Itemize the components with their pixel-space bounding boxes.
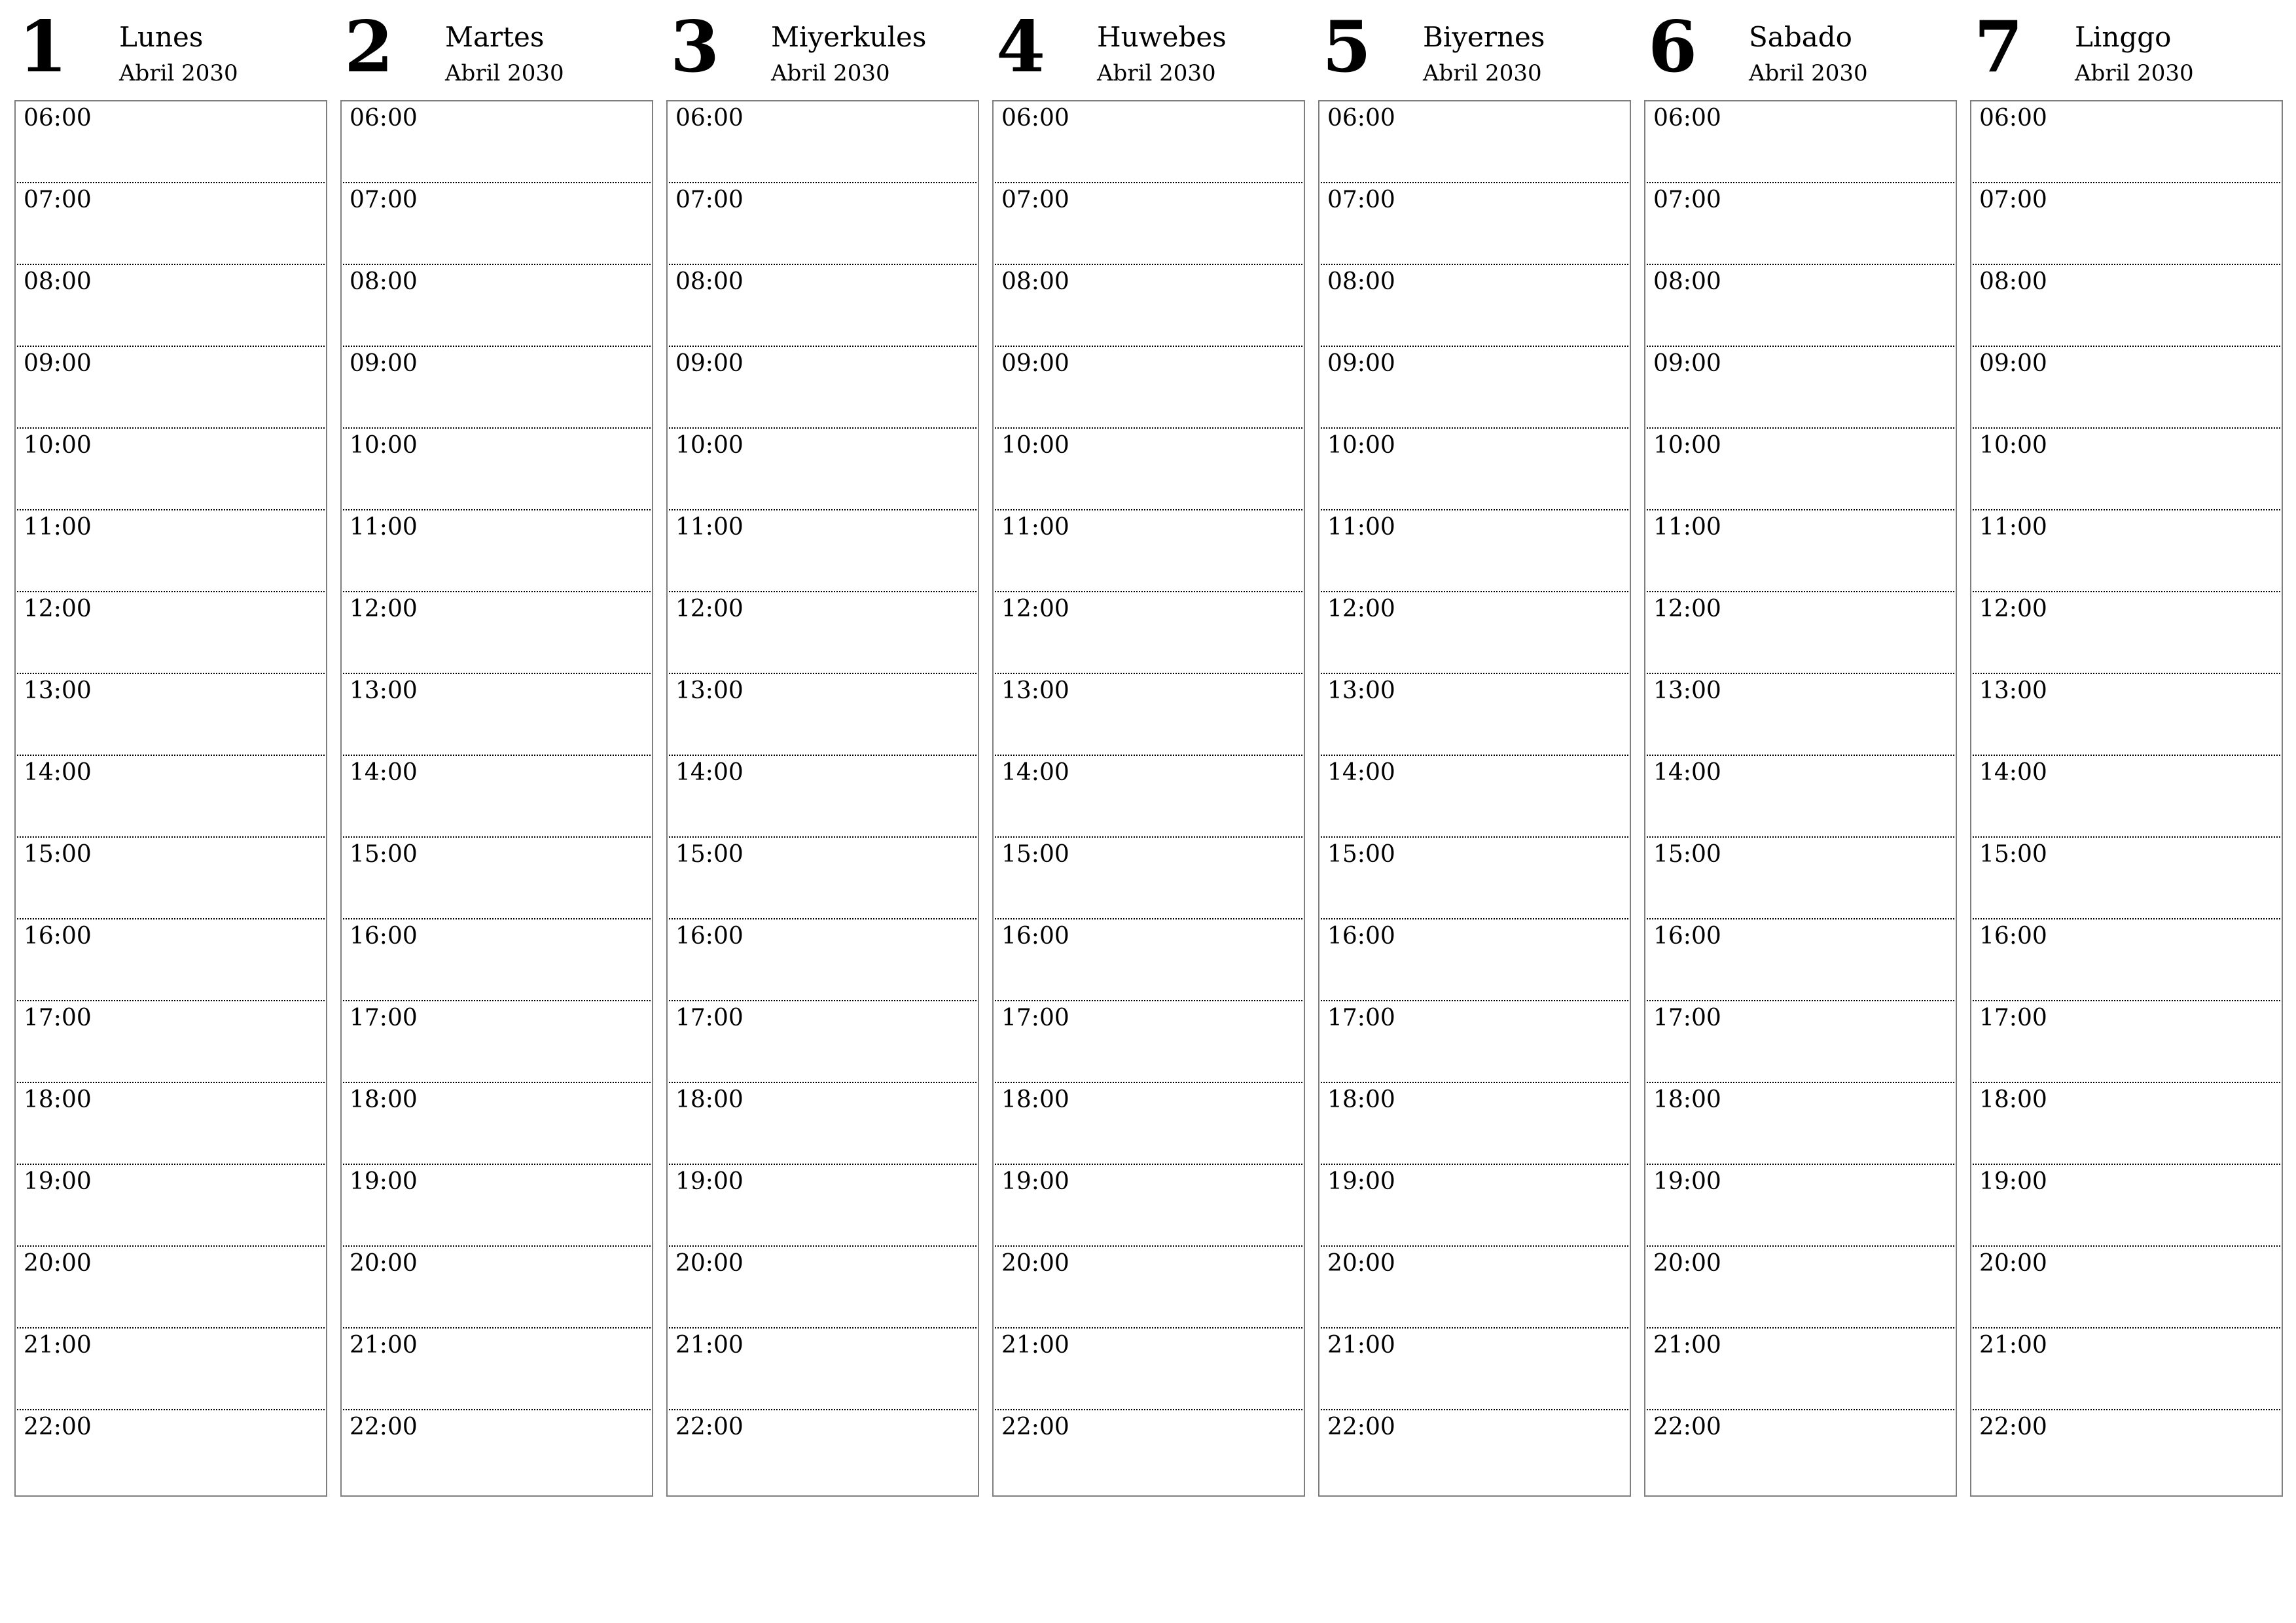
time-slot-label: 07:00 [1979, 187, 2047, 213]
time-slot-label: 06:00 [1979, 105, 2047, 132]
time-slot[interactable] [1973, 592, 2280, 674]
time-slot[interactable] [669, 919, 977, 1001]
day-name: Miyerkules [771, 21, 927, 53]
time-slot[interactable] [17, 429, 325, 510]
time-slot[interactable] [17, 1165, 325, 1247]
time-slot[interactable] [995, 674, 1302, 756]
time-slot-label: 20:00 [675, 1250, 744, 1277]
time-slot[interactable] [1321, 265, 1628, 347]
time-slot-label: 19:00 [24, 1168, 92, 1195]
day-schedule-box [1318, 100, 1631, 1497]
time-slot-label: 20:00 [350, 1250, 418, 1277]
time-slot[interactable] [343, 592, 651, 674]
day-number: 2 [344, 6, 394, 88]
time-slot[interactable] [995, 265, 1302, 347]
time-slot[interactable] [995, 1165, 1302, 1247]
time-slot[interactable] [343, 1001, 651, 1083]
time-slot[interactable] [995, 510, 1302, 592]
time-slot[interactable] [1321, 1410, 1628, 1492]
day-name: Huwebes [1097, 21, 1227, 53]
time-slot-label: 19:00 [350, 1168, 418, 1195]
day-header [1644, 0, 1957, 100]
time-slot-label: 17:00 [1653, 1005, 1721, 1031]
day-number: 1 [18, 6, 68, 88]
time-slot[interactable] [1647, 1329, 1954, 1410]
time-slot-label: 19:00 [1653, 1168, 1721, 1195]
time-slot-label: 17:00 [350, 1005, 418, 1031]
time-slot-label: 11:00 [1327, 514, 1395, 541]
day-schedule-box [340, 100, 653, 1497]
time-slot-label: 22:00 [1001, 1414, 1069, 1440]
time-slot-label: 07:00 [675, 187, 744, 213]
time-slot-label: 07:00 [1001, 187, 1069, 213]
time-slot-label: 06:00 [1327, 105, 1395, 132]
time-slot[interactable] [1647, 1410, 1954, 1492]
time-slot[interactable] [1973, 347, 2280, 429]
time-slot-label: 08:00 [1327, 268, 1395, 295]
time-slot-label: 09:00 [675, 350, 744, 377]
day-month: Abril 2030 [445, 60, 564, 86]
time-slot-label: 21:00 [675, 1332, 744, 1359]
time-slot-label: 08:00 [1001, 268, 1069, 295]
time-slot-label: 18:00 [1979, 1086, 2047, 1113]
time-slot-label: 06:00 [675, 105, 744, 132]
time-slot-label: 16:00 [1979, 923, 2047, 950]
day-column [992, 0, 1305, 1440]
time-slot-label: 10:00 [1979, 432, 2047, 459]
time-slot[interactable] [1973, 1083, 2280, 1165]
time-slot-label: 14:00 [1653, 759, 1721, 786]
day-header [666, 0, 979, 100]
time-slot-label: 15:00 [1001, 841, 1069, 868]
time-slot[interactable] [1647, 183, 1954, 265]
time-slot[interactable] [669, 429, 977, 510]
time-slot-label: 06:00 [1001, 105, 1069, 132]
time-slot[interactable] [17, 347, 325, 429]
time-slot[interactable] [17, 1329, 325, 1410]
day-column [340, 0, 653, 1440]
time-slot-label: 11:00 [1979, 514, 2047, 541]
time-slot[interactable] [1973, 1165, 2280, 1247]
time-slot-label: 17:00 [1001, 1005, 1069, 1031]
time-slot[interactable] [669, 347, 977, 429]
time-slot[interactable] [669, 183, 977, 265]
time-slot-label: 08:00 [1979, 268, 2047, 295]
time-slot[interactable] [343, 919, 651, 1001]
time-slot[interactable] [995, 592, 1302, 674]
time-slot-label: 13:00 [1327, 677, 1395, 704]
time-slot-label: 14:00 [24, 759, 92, 786]
day-column [666, 0, 979, 1440]
time-slot[interactable] [1321, 1329, 1628, 1410]
time-slot[interactable] [1973, 101, 2280, 183]
time-slot-label: 10:00 [675, 432, 744, 459]
time-slot-label: 22:00 [1979, 1414, 2047, 1440]
time-slot-label: 07:00 [1653, 187, 1721, 213]
time-slot-label: 16:00 [1327, 923, 1395, 950]
day-header [1970, 0, 2283, 100]
time-slot-label: 16:00 [24, 923, 92, 950]
time-slot-label: 13:00 [24, 677, 92, 704]
time-slot[interactable] [1321, 101, 1628, 183]
day-number: 3 [670, 6, 720, 88]
time-slot[interactable] [669, 1410, 977, 1492]
time-slot-label: 20:00 [1001, 1250, 1069, 1277]
time-slot[interactable] [1973, 756, 2280, 838]
time-slot[interactable] [1973, 429, 2280, 510]
time-slot-label: 20:00 [1979, 1250, 2047, 1277]
time-slot-label: 06:00 [24, 105, 92, 132]
time-slot[interactable] [1321, 1001, 1628, 1083]
time-slot[interactable] [1973, 919, 2280, 1001]
time-slot[interactable] [343, 1083, 651, 1165]
time-slot-label: 06:00 [350, 105, 418, 132]
time-slot[interactable] [1647, 1165, 1954, 1247]
time-slot[interactable] [1973, 674, 2280, 756]
time-slot[interactable] [17, 756, 325, 838]
time-slot[interactable] [995, 1410, 1302, 1492]
time-slot-label: 11:00 [1001, 514, 1069, 541]
time-slot-label: 12:00 [1001, 596, 1069, 622]
time-slot-label: 07:00 [1327, 187, 1395, 213]
time-slot-label: 10:00 [350, 432, 418, 459]
time-slot-label: 20:00 [1653, 1250, 1721, 1277]
time-slot-label: 20:00 [24, 1250, 92, 1277]
time-slot[interactable] [669, 838, 977, 919]
time-slot[interactable] [343, 756, 651, 838]
time-slot-label: 14:00 [1979, 759, 2047, 786]
time-slot-label: 18:00 [1001, 1086, 1069, 1113]
time-slot[interactable] [17, 1410, 325, 1492]
day-number: 4 [996, 6, 1046, 88]
time-slot-label: 20:00 [1327, 1250, 1395, 1277]
time-slot[interactable] [1321, 1165, 1628, 1247]
time-slot[interactable] [17, 510, 325, 592]
time-slot[interactable] [669, 592, 977, 674]
time-slot-label: 16:00 [1001, 923, 1069, 950]
time-slot-label: 15:00 [675, 841, 744, 868]
time-slot[interactable] [1973, 510, 2280, 592]
time-slot[interactable] [1647, 674, 1954, 756]
time-slot-label: 14:00 [1001, 759, 1069, 786]
day-month: Abril 2030 [1097, 60, 1216, 86]
day-name: Biyernes [1423, 21, 1545, 53]
time-slot-label: 17:00 [24, 1005, 92, 1031]
time-slot-label: 19:00 [1001, 1168, 1069, 1195]
time-slot[interactable] [1647, 265, 1954, 347]
time-slot[interactable] [17, 101, 325, 183]
time-slot[interactable] [17, 838, 325, 919]
time-slot-label: 21:00 [1653, 1332, 1721, 1359]
time-slot-label: 18:00 [24, 1086, 92, 1113]
time-slot[interactable] [1321, 592, 1628, 674]
time-slot[interactable] [1321, 919, 1628, 1001]
time-slot[interactable] [343, 429, 651, 510]
time-slot-label: 12:00 [1979, 596, 2047, 622]
time-slot[interactable] [1647, 510, 1954, 592]
day-name: Martes [445, 21, 545, 53]
time-slot-label: 08:00 [675, 268, 744, 295]
time-slot[interactable] [343, 265, 651, 347]
day-schedule-box [666, 100, 979, 1497]
time-slot[interactable] [669, 1001, 977, 1083]
time-slot-label: 19:00 [675, 1168, 744, 1195]
time-slot-label: 18:00 [1653, 1086, 1721, 1113]
time-slot[interactable] [669, 101, 977, 183]
time-slot[interactable] [669, 1329, 977, 1410]
time-slot-label: 17:00 [675, 1005, 744, 1031]
time-slot-label: 17:00 [1327, 1005, 1395, 1031]
time-slot-label: 21:00 [1001, 1332, 1069, 1359]
time-slot-label: 13:00 [1001, 677, 1069, 704]
time-slot-label: 12:00 [24, 596, 92, 622]
time-slot[interactable] [343, 1329, 651, 1410]
time-slot[interactable] [343, 674, 651, 756]
time-slot[interactable] [995, 838, 1302, 919]
time-slot-label: 16:00 [350, 923, 418, 950]
day-header [14, 0, 327, 100]
time-slot[interactable] [17, 592, 325, 674]
time-slot-label: 11:00 [350, 514, 418, 541]
time-slot-label: 18:00 [350, 1086, 418, 1113]
time-slot-label: 15:00 [1979, 841, 2047, 868]
day-month: Abril 2030 [2075, 60, 2194, 86]
time-slot[interactable] [995, 1083, 1302, 1165]
time-slot[interactable] [1321, 1247, 1628, 1329]
time-slot[interactable] [1321, 756, 1628, 838]
time-slot-label: 10:00 [1327, 432, 1395, 459]
time-slot-label: 09:00 [1001, 350, 1069, 377]
time-slot[interactable] [1321, 674, 1628, 756]
day-name: Sabado [1749, 21, 1852, 53]
day-column [1970, 0, 2283, 1440]
time-slot[interactable] [17, 183, 325, 265]
time-slot-label: 11:00 [24, 514, 92, 541]
time-slot-label: 21:00 [1327, 1332, 1395, 1359]
time-slot[interactable] [669, 674, 977, 756]
time-slot[interactable] [669, 1247, 977, 1329]
time-slot[interactable] [1321, 183, 1628, 265]
time-slot-label: 09:00 [1979, 350, 2047, 377]
time-slot-label: 22:00 [675, 1414, 744, 1440]
time-slot[interactable] [995, 756, 1302, 838]
time-slot[interactable] [1647, 838, 1954, 919]
time-slot[interactable] [995, 347, 1302, 429]
day-name: Lunes [119, 21, 204, 53]
time-slot[interactable] [343, 510, 651, 592]
time-slot[interactable] [995, 429, 1302, 510]
time-slot[interactable] [343, 1165, 651, 1247]
time-slot-label: 18:00 [1327, 1086, 1395, 1113]
time-slot[interactable] [17, 1083, 325, 1165]
time-slot[interactable] [1973, 183, 2280, 265]
time-slot-label: 13:00 [350, 677, 418, 704]
time-slot[interactable] [343, 1410, 651, 1492]
day-header [992, 0, 1305, 100]
time-slot-label: 14:00 [675, 759, 744, 786]
time-slot-label: 10:00 [1001, 432, 1069, 459]
time-slot-label: 06:00 [1653, 105, 1721, 132]
time-slot[interactable] [1647, 756, 1954, 838]
time-slot-label: 17:00 [1979, 1005, 2047, 1031]
time-slot[interactable] [669, 1083, 977, 1165]
day-number: 7 [1974, 6, 2024, 88]
time-slot[interactable] [343, 838, 651, 919]
time-slot[interactable] [669, 510, 977, 592]
time-slot-label: 22:00 [1653, 1414, 1721, 1440]
time-slot[interactable] [1973, 1247, 2280, 1329]
time-slot[interactable] [995, 1001, 1302, 1083]
day-number: 6 [1648, 6, 1698, 88]
time-slot-label: 09:00 [24, 350, 92, 377]
time-slot-label: 07:00 [350, 187, 418, 213]
time-slot[interactable] [669, 756, 977, 838]
time-slot[interactable] [343, 101, 651, 183]
time-slot[interactable] [1973, 1410, 2280, 1492]
time-slot[interactable] [1647, 1001, 1954, 1083]
time-slot[interactable] [1973, 265, 2280, 347]
time-slot-label: 19:00 [1979, 1168, 2047, 1195]
time-slot[interactable] [17, 1001, 325, 1083]
time-slot[interactable] [1647, 1083, 1954, 1165]
day-column [14, 0, 327, 1440]
time-slot[interactable] [995, 1329, 1302, 1410]
time-slot[interactable] [1647, 1247, 1954, 1329]
time-slot-label: 12:00 [350, 596, 418, 622]
time-slot-label: 14:00 [1327, 759, 1395, 786]
time-slot[interactable] [1321, 1083, 1628, 1165]
day-schedule-box [1970, 100, 2283, 1497]
time-slot[interactable] [995, 183, 1302, 265]
day-name: Linggo [2075, 21, 2172, 53]
time-slot-label: 18:00 [675, 1086, 744, 1113]
time-slot[interactable] [1973, 838, 2280, 919]
time-slot[interactable] [1321, 429, 1628, 510]
time-slot[interactable] [1321, 838, 1628, 919]
time-slot[interactable] [1321, 510, 1628, 592]
time-slot-label: 15:00 [1653, 841, 1721, 868]
time-slot-label: 21:00 [1979, 1332, 2047, 1359]
time-slot-label: 12:00 [1653, 596, 1721, 622]
time-slot[interactable] [1973, 1001, 2280, 1083]
time-slot-label: 08:00 [1653, 268, 1721, 295]
time-slot[interactable] [1647, 101, 1954, 183]
time-slot[interactable] [17, 919, 325, 1001]
time-slot-label: 22:00 [24, 1414, 92, 1440]
time-slot[interactable] [1973, 1329, 2280, 1410]
time-slot[interactable] [17, 674, 325, 756]
time-slot-label: 12:00 [1327, 596, 1395, 622]
time-slot-label: 16:00 [675, 923, 744, 950]
time-slot-label: 22:00 [1327, 1414, 1395, 1440]
day-month: Abril 2030 [1749, 60, 1868, 86]
time-slot-label: 09:00 [1653, 350, 1721, 377]
day-number: 5 [1322, 6, 1372, 88]
time-slot-label: 11:00 [1653, 514, 1721, 541]
time-slot[interactable] [995, 919, 1302, 1001]
time-slot-label: 09:00 [1327, 350, 1395, 377]
time-slot-label: 09:00 [350, 350, 418, 377]
time-slot-label: 13:00 [675, 677, 744, 704]
day-schedule-box [1644, 100, 1957, 1497]
time-slot[interactable] [1321, 347, 1628, 429]
day-column [1644, 0, 1957, 1440]
day-schedule-box [14, 100, 327, 1497]
time-slot-label: 07:00 [24, 187, 92, 213]
time-slot-label: 13:00 [1653, 677, 1721, 704]
day-schedule-box [992, 100, 1305, 1497]
day-month: Abril 2030 [1423, 60, 1542, 86]
time-slot-label: 13:00 [1979, 677, 2047, 704]
time-slot[interactable] [343, 183, 651, 265]
day-column [1318, 0, 1631, 1440]
time-slot[interactable] [995, 1247, 1302, 1329]
time-slot-label: 15:00 [1327, 841, 1395, 868]
time-slot[interactable] [17, 1247, 325, 1329]
day-header [340, 0, 653, 100]
time-slot[interactable] [1647, 429, 1954, 510]
day-month: Abril 2030 [771, 60, 890, 86]
time-slot-label: 21:00 [350, 1332, 418, 1359]
day-header [1318, 0, 1631, 100]
time-slot[interactable] [1647, 919, 1954, 1001]
time-slot-label: 19:00 [1327, 1168, 1395, 1195]
day-month: Abril 2030 [119, 60, 238, 86]
time-slot[interactable] [1647, 347, 1954, 429]
time-slot[interactable] [669, 265, 977, 347]
time-slot-label: 11:00 [675, 514, 744, 541]
time-slot-label: 14:00 [350, 759, 418, 786]
time-slot-label: 22:00 [350, 1414, 418, 1440]
time-slot[interactable] [17, 265, 325, 347]
time-slot[interactable] [343, 1247, 651, 1329]
time-slot-label: 21:00 [24, 1332, 92, 1359]
time-slot-label: 15:00 [350, 841, 418, 868]
time-slot-label: 10:00 [24, 432, 92, 459]
time-slot-label: 16:00 [1653, 923, 1721, 950]
time-slot-label: 12:00 [675, 596, 744, 622]
time-slot-label: 08:00 [350, 268, 418, 295]
time-slot[interactable] [995, 101, 1302, 183]
time-slot[interactable] [669, 1165, 977, 1247]
time-slot-label: 15:00 [24, 841, 92, 868]
time-slot-label: 10:00 [1653, 432, 1721, 459]
time-slot-label: 08:00 [24, 268, 92, 295]
time-slot[interactable] [1647, 592, 1954, 674]
time-slot[interactable] [343, 347, 651, 429]
